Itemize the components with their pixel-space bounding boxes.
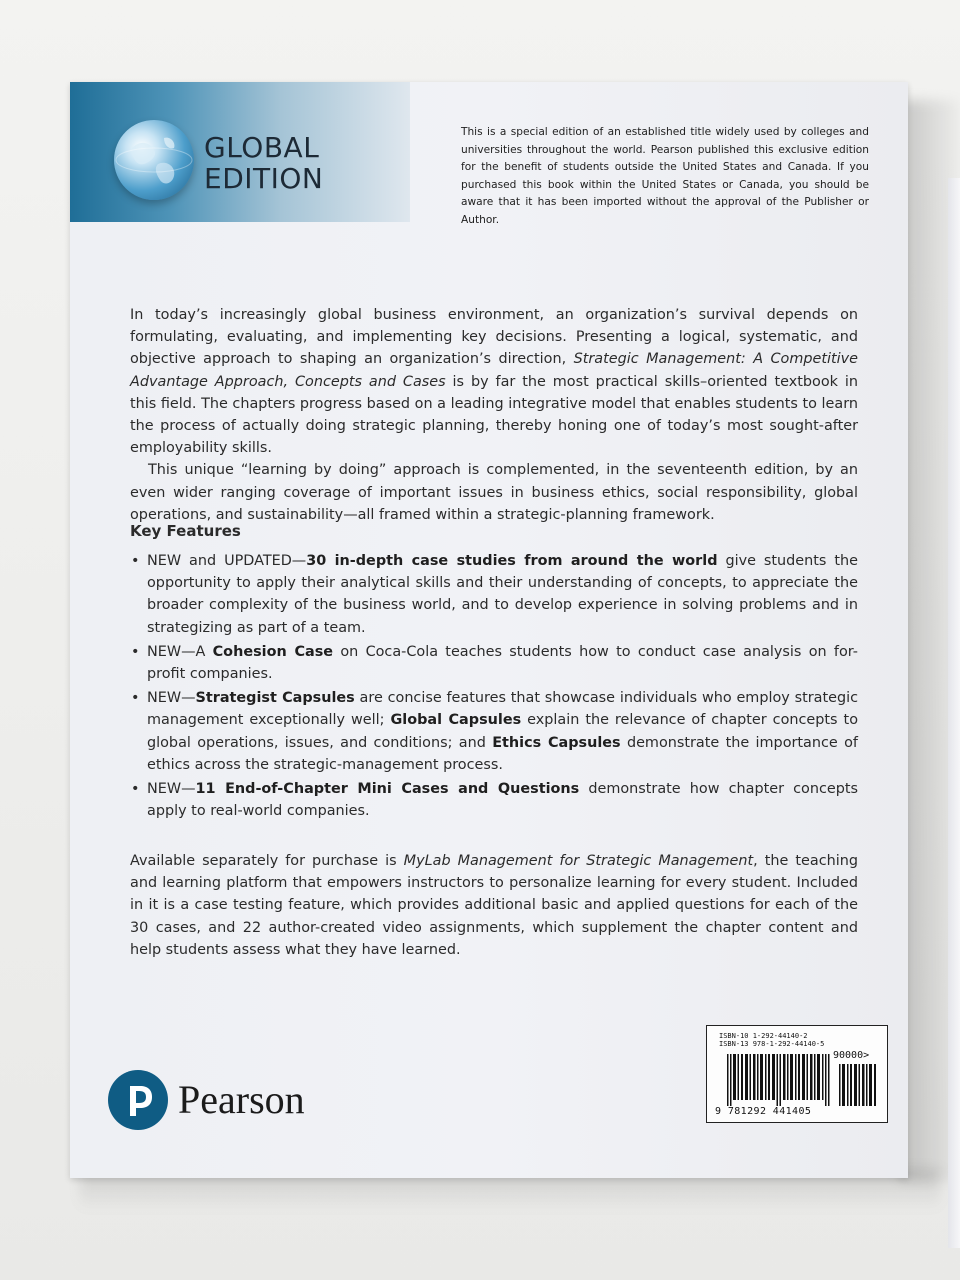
feature-2-text: on Coca-Cola teaches students how to conduct case analysis on for-profit companies. bbox=[147, 643, 858, 683]
feature-3-highlight-1: Strategist Capsules bbox=[195, 690, 355, 707]
feature-3-text-3: demonstrate the importance of ethics across the strategic-management process. bbox=[147, 734, 858, 773]
intro-p1-start: In today’s increasingly global business environment, an organization’s survival depends on formulating, evaluating, and implementing key decisions. Presenting a logical, systematic, and objective approach to shaping an organization’s direction, bbox=[130, 307, 858, 368]
intro-paragraph-2: This unique “learning by doing” approach is complemented, in the seventeenth edition, by an even wider ranging coverage of important issues in business ethics, social responsibility, global operations, and sustainability—all framed within a strategic-planning framework. bbox=[130, 462, 858, 523]
isbn-barcode bbox=[706, 1025, 888, 1123]
key-features-list bbox=[130, 550, 858, 824]
isbn-13: ISBN-13 978-1-292-44140-5 bbox=[719, 1040, 825, 1048]
mylab-title: MyLab Management for Strategic Management bbox=[403, 853, 754, 869]
feature-3-prefix: NEW— bbox=[147, 690, 196, 707]
feature-item bbox=[130, 687, 858, 776]
feature-2-prefix: NEW—A bbox=[147, 643, 213, 660]
edition-notice: This is a special edition of an established title widely used by colleges and universities throughout the world. Pearson published this exclusive edition for the benefit of students outside the United States and Canada. If you purchased this book within the United States or Canada, you should be aware that it has been imported without the approval of the Publisher or Author. bbox=[461, 126, 869, 226]
pearson-logo-icon bbox=[108, 1070, 168, 1130]
bullet-icon: • bbox=[131, 643, 140, 660]
global-edition-label bbox=[204, 132, 323, 194]
key-features-title: Key Features bbox=[130, 522, 241, 540]
intro-p1-end: is by far the most practical skills–oriented textbook in this field. The chapters progress based on a leading integrative model that enables students to learn the process of actually doing strategic planning, thereby honing one of today’s most sought-after employability skills. bbox=[130, 373, 858, 457]
book-title: Strategic Management: A Competitive Advantage Approach, Concepts and Cases bbox=[130, 351, 858, 390]
feature-4-text: demonstrate how chapter concepts apply to real-world companies. bbox=[147, 781, 858, 820]
closing-text bbox=[130, 850, 858, 961]
feature-item bbox=[130, 641, 858, 685]
global-edition-line1: GLOBAL bbox=[204, 131, 320, 164]
page-edges bbox=[948, 178, 960, 1248]
isbn-10: ISBN-10 1-292-44140-2 bbox=[719, 1032, 808, 1040]
closing-end: , the teaching and learning platform that empowers instructors to personalize learning for every student. Included in it is a case testing feature, which provides additional basic and applied questions for each of the 30 cases, and 22 author-created video assignments, which supplement the chapter content and help students assess what they have learned. bbox=[130, 853, 858, 958]
feature-3-highlight-3: Ethics Capsules bbox=[492, 734, 621, 751]
bullet-icon: • bbox=[131, 553, 140, 569]
bullet-icon: • bbox=[131, 690, 140, 707]
closing-start: Available separately for purchase is bbox=[130, 853, 404, 869]
feature-4-highlight: 11 End-of-Chapter Mini Cases and Questions bbox=[195, 781, 580, 798]
feature-3-highlight-2: Global Capsules bbox=[390, 712, 522, 729]
closing-paragraph bbox=[130, 850, 858, 961]
feature-item bbox=[130, 778, 858, 822]
feature-item bbox=[130, 550, 858, 639]
feature-3-text-2: explain the relevance of chapter concepts to global operations, issues, and conditions; and bbox=[147, 712, 858, 751]
feature-3-text-1: are concise features that showcase individuals who employ strategic management exceptionally well; bbox=[147, 690, 858, 729]
book-back-cover bbox=[70, 82, 908, 1178]
addon-bars bbox=[839, 1064, 879, 1106]
intro-paragraph-1 bbox=[130, 304, 858, 459]
feature-1-prefix: NEW and UPDATED— bbox=[147, 553, 307, 569]
barcode-bars bbox=[727, 1054, 831, 1106]
intro-text bbox=[130, 304, 858, 526]
global-edition-banner bbox=[70, 82, 410, 222]
feature-4-prefix: NEW— bbox=[147, 781, 196, 798]
price-addon-code: 90000> bbox=[833, 1050, 870, 1061]
feature-1-text: give students the opportunity to apply their analytical skills and their understanding of concepts, to appreciate the broader complexity of the business world, and to develop experience in solving problems and in strategizing as part of a team. bbox=[147, 553, 858, 636]
ean-number: 9 781292 441405 bbox=[715, 1106, 812, 1117]
feature-1-highlight: 30 in-depth case studies from around the world bbox=[306, 553, 718, 569]
publisher-name: Pearson bbox=[178, 1077, 305, 1122]
global-edition-line2: EDITION bbox=[204, 162, 324, 195]
globe-icon bbox=[114, 120, 194, 200]
bullet-icon: • bbox=[131, 781, 140, 798]
feature-2-highlight: Cohesion Case bbox=[212, 643, 334, 660]
